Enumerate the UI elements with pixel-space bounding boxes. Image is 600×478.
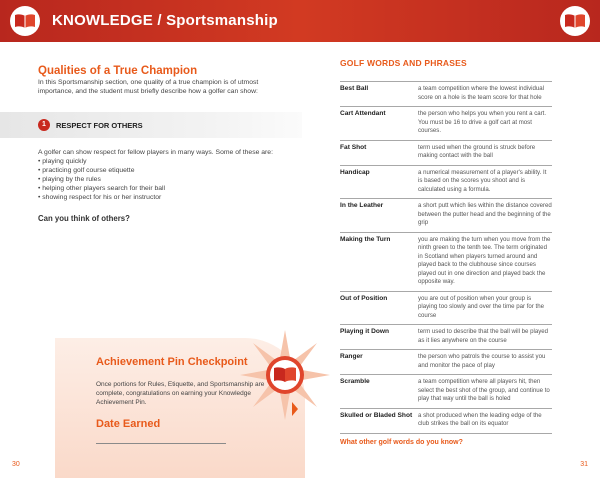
table-row	[340, 374, 552, 408]
glossary-term: In the Leather	[340, 202, 384, 209]
respect-heading: RESPECT FOR OTHERS	[56, 121, 143, 130]
respect-list	[38, 157, 288, 202]
respect-intro: A golfer can show respect for fellow players in many ways. Some of these are:	[38, 149, 273, 156]
table-row	[340, 291, 552, 325]
glossary-term: Making the Turn	[340, 235, 391, 243]
think-question: Can you think of others?	[38, 214, 130, 223]
glossary-definition: a team competition where all players hit, then select the best shot of the group, and continue to play that way until the ball is holed	[418, 378, 550, 402]
list-item: • playing by the rules	[38, 175, 288, 184]
table-row	[340, 106, 552, 140]
table-row	[340, 81, 552, 106]
list-item: • practicing golf course etiquette	[38, 166, 288, 175]
list-item: • showing respect for his or her instructor	[38, 193, 288, 202]
qualities-intro: In this Sportsmanship section, one quality of a true champion is of utmost importance, and the student must briefly describe how a golfer can show:	[38, 79, 259, 95]
page-number-left: 30	[12, 461, 20, 468]
achievement-heading: Achievement Pin Checkpoint	[96, 356, 248, 368]
table-row	[340, 324, 552, 349]
glossary-definition: you are out of position when your group is playing too slowly and over the time par for the course	[418, 294, 545, 319]
glossary-term: Fat Shot	[340, 143, 367, 151]
glossary-term: Ranger	[340, 353, 363, 360]
table-row	[340, 232, 552, 291]
glossary-heading: GOLF WORDS AND PHRASES	[340, 58, 467, 68]
respect-body	[38, 148, 288, 202]
glossary-definition: a team competition where the lowest individual score on a hole is the team score for that hole	[418, 85, 545, 101]
qualities-heading: Qualities of a True Champion	[38, 65, 198, 77]
respect-section-band	[0, 112, 302, 138]
date-earned-line	[96, 443, 226, 444]
glossary-definition: the person who helps you when you rent a cart. You must be 16 to drive a golf cart at most courses.	[418, 110, 547, 134]
table-row	[340, 198, 552, 232]
page-title: KNOWLEDGE / Sportsmanship	[52, 12, 278, 29]
glossary-definition: a shot produced when the leading edge of the club strikes the ball on its equator	[418, 411, 542, 427]
glossary-term: Out of Position	[340, 294, 388, 302]
list-item: • playing quickly	[38, 157, 288, 166]
glossary-term: Scramble	[340, 378, 370, 385]
glossary-term: Cart Attendant	[340, 110, 386, 117]
other-words-question: What other golf words do you know?	[340, 438, 463, 446]
glossary-definition: term used to describe that the ball will be played as it lies anywhere on the course	[418, 328, 549, 344]
section-number-badge: 1	[38, 119, 50, 131]
book-badge-icon	[10, 6, 40, 36]
glossary-term: Skulled or Bladed Shot	[340, 411, 413, 419]
date-earned-label: Date Earned	[96, 418, 161, 430]
glossary-table	[340, 81, 552, 446]
glossary-term: Handicap	[340, 168, 370, 176]
glossary-definition: you are making the turn when you move from the ninth green to the tenth tee. The term originated in Scotland when players turned around and played back to the clubhouse since courses played out in one direction and played back the opposite way.	[418, 235, 551, 285]
glossary-term: Best Ball	[340, 85, 369, 92]
book-badge-icon	[560, 6, 590, 36]
table-row	[340, 349, 552, 374]
page-header	[0, 0, 600, 42]
glossary-definition: a numerical measurement of a player's ability. It is based on the scores you shoot and is calculated using a formula.	[418, 168, 547, 193]
table-row	[340, 408, 552, 434]
achievement-text: Once portions for Rules, Etiquette, and Sportsmanship are complete, congratulations on earning your Knowledge Achievement Pin.	[96, 381, 265, 406]
glossary-definition: the person who patrols the course to assist you and monitor the pace of play	[418, 353, 546, 369]
glossary-definition: a short putt which lies within the distance covered between the putter head and the beginning of the grip	[418, 202, 552, 226]
table-row	[340, 140, 552, 165]
glossary-term: Playing it Down	[340, 328, 390, 335]
table-row	[340, 165, 552, 199]
page-number-right: 31	[580, 461, 588, 468]
glossary-definition: term used when the ground is struck before making contact with the ball	[418, 143, 536, 159]
list-item: • helping other players search for their ball	[38, 184, 288, 193]
